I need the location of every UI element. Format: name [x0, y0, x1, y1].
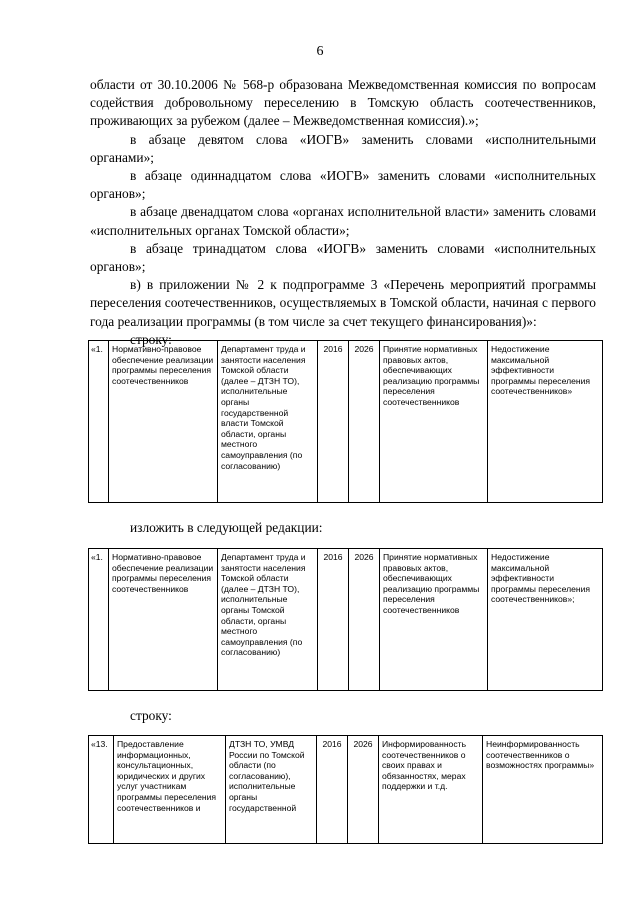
table-current-row-13: [88, 735, 603, 844]
table-new-row-1: [88, 548, 603, 691]
label-row-13: строку:: [130, 708, 172, 723]
cell-year-end: 2026: [349, 549, 380, 691]
page-number: 6: [316, 44, 324, 59]
cell-year-end: 2026: [348, 736, 379, 844]
cell-number: «1.: [89, 549, 109, 691]
paragraph-ninth: в абзаце девятом слова «ИОГВ» заменить словами «исполнительными органами»;: [90, 131, 596, 165]
paragraph-appendix: в) в приложении № 2 к подпрограмме 3 «Перечень мероприятий программы переселения соотечественников, осуществляемых в Томской области, начиная с первого года реализации программы (в том числе за счет текущего финансирования)»:: [90, 277, 596, 329]
cell-activity: Нормативно-правовое обеспечение реализации программы переселения соотечественников: [109, 549, 218, 691]
intro-text: [90, 76, 596, 349]
cell-year-end: 2026: [349, 341, 380, 503]
cell-result: Информированность соотечественников о своих правах и обязанностях, мерах поддержки и т.д.: [379, 736, 483, 844]
cell-activity: Нормативно-правовое обеспечение реализации программы переселения соотечественников: [109, 341, 218, 503]
label-row-1: строку:: [130, 331, 172, 347]
table-row: [89, 736, 603, 844]
cell-risk: Неинформированность соотечественников о возможностях программы»: [483, 736, 603, 844]
cell-executor: Департамент труда и занятости населения Томской области (далее – ДТЗН ТО), исполнительные органы государственной власти Томской области, органы местного самоуправления (по согласованию): [218, 341, 318, 503]
cell-result: Принятие нормативных правовых актов, обеспечивающих реализацию программы переселения соотечественников: [380, 549, 488, 691]
paragraph-thirteenth: в абзаце тринадцатом слова «ИОГВ» заменить словами «исполнительных органов»;: [90, 240, 596, 275]
paragraph-commission: области от 30.10.2006 № 568-р образована Межведомственная комиссия по вопросам содействия добровольному переселению в Томскую область соотечественников, проживающих за рубежом (далее – Межведомственная комиссия).»;: [90, 77, 596, 129]
cell-year-start: 2016: [317, 736, 348, 844]
paragraph-twelfth: в абзаце двенадцатом слова «органах исполнительной власти» заменить словами «исполнительных органах Томской области»;: [90, 204, 596, 238]
cell-activity: Предоставление информационных, консультационных, юридических и других услуг участникам программы переселения соотечественников и: [114, 736, 226, 844]
cell-executor: ДТЗН ТО, УМВД России по Томской области (по согласованию), исполнительные органы государственной: [226, 736, 317, 844]
cell-risk: Недостижение максимальной эффективности программы переселения соотечественников»: [488, 341, 603, 503]
cell-year-start: 2016: [318, 549, 349, 691]
table-row: [89, 341, 603, 503]
cell-risk: Недостижение максимальной эффективности программы переселения соотечественников»;: [488, 549, 603, 691]
cell-number: «1.: [89, 341, 109, 503]
cell-number: «13.: [89, 736, 114, 844]
table-row: [89, 549, 603, 691]
cell-executor: Департамент труда и занятости населения Томской области (далее – ДТЗН ТО), исполнительные органы Томской области, органы местного самоуправления (по согласованию): [218, 549, 318, 691]
label-edit: изложить в следующей редакции:: [130, 520, 323, 535]
cell-result: Принятие нормативных правовых актов, обеспечивающих реализацию программы переселения соотечественников: [380, 341, 488, 503]
table-current-row-1: [88, 340, 603, 503]
cell-year-start: 2016: [318, 341, 349, 503]
paragraph-eleventh: в абзаце одиннадцатом слова «ИОГВ» заменить словами «исполнительных органов»;: [90, 168, 596, 202]
